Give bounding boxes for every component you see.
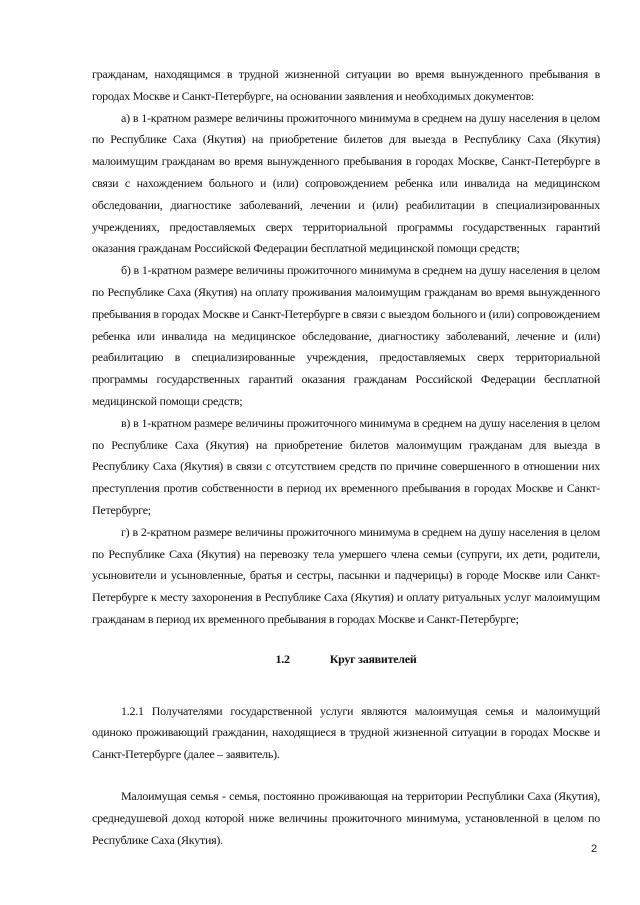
item-a-paragraph: а) в 1-кратном размере величины прожиточного минимума в среднем на душу населения в целом по Республике Саха (Якутия) на приобретение билетов для выезда в Республику Саха (Якутия) малоимущим гражданам во время вынужденного пребывания в городах Москве, Санкт-Петербурге в связи с нахождением больного и (или) сопровождением ребенка или инвалида на медицинском обследовании, диагностике заболеваний, лечении и (или) реабилитации в специализированных учреждениях, предоставляемых сверх территориальной программы государственных гарантий оказания гражданам Российской Федерации бесплатной медицинской помощи средств; — [92, 110, 600, 256]
paragraph-1-2-1: 1.2.1 Получателями государственной услуги являются малоимущая семья и малоимущий одиноко проживающий гражданин, находящиеся в трудной жизненной ситуации в городах Москве и Санкт-Петербурге (далее – заявитель). — [92, 703, 600, 762]
intro-paragraph: гражданам, находящимся в трудной жизненной ситуации во время вынужденного пребывания в городах Москве и Санкт-Петербурге, на основании заявления и необходимых документов: — [92, 67, 600, 103]
item-b-paragraph: б) в 1-кратном размере величины прожиточного минимума в среднем на душу населения в целом по Республике Саха (Якутия) на оплату проживания малоимущим гражданам во время вынужденного пребывания в городах Москве и Санкт-Петербурге в связи с выездом больного и (или) сопровождением ребенка или инвалида на медицинское обследование, диагностику заболеваний, лечение и (или) реабилитацию в специализированные учреждения, предоставляемых сверх территориальной программы государственных гарантий оказания гражданам Российской Федерации бесплатной медицинской помощи средств; — [92, 263, 600, 408]
section-title: Круг заявителей — [329, 651, 417, 666]
item-g-paragraph: г) в 2-кратном размере величины прожиточного минимума в среднем на душу населения в целом по Республике Саха (Якутия) на перевозку тела умершего члена семьи (супруги, их дети, родители, усыновители и усыновленные, братья и сестры, пасынки и падчерицы) в городе Москве или Санкт-Петербурге к месту захоронения в Республике Саха (Якутия) и оплату ритуальных услуг малоимущим гражданам в период их временного пребывания в городах Москве и Санкт-Петербурге; — [92, 524, 600, 626]
page-number: 2 — [591, 843, 598, 855]
document-body — [92, 64, 600, 851]
item-v-paragraph: в) в 1-кратном размере величины прожиточного минимума в среднем на душу населения в целом по Республике Саха (Якутия) на приобретение билетов малоимущим гражданам для выезда в Республику Саха (Якутия) в связи с отсутствием средств по причине совершенного в отношении них преступления против собственности в период их временного пребывания в городах Москве и Санкт-Петербурге; — [92, 415, 600, 517]
definition-paragraph: Малоимущая семья - семья, постоянно проживающая на территории Республики Саха (Якутия), среднедушевой доход которой ниже величины прожиточного минимума, установленной в целом по Республике Саха (Якутия). — [92, 788, 600, 847]
section-number: 1.2 — [275, 651, 290, 666]
section-heading — [92, 649, 600, 671]
